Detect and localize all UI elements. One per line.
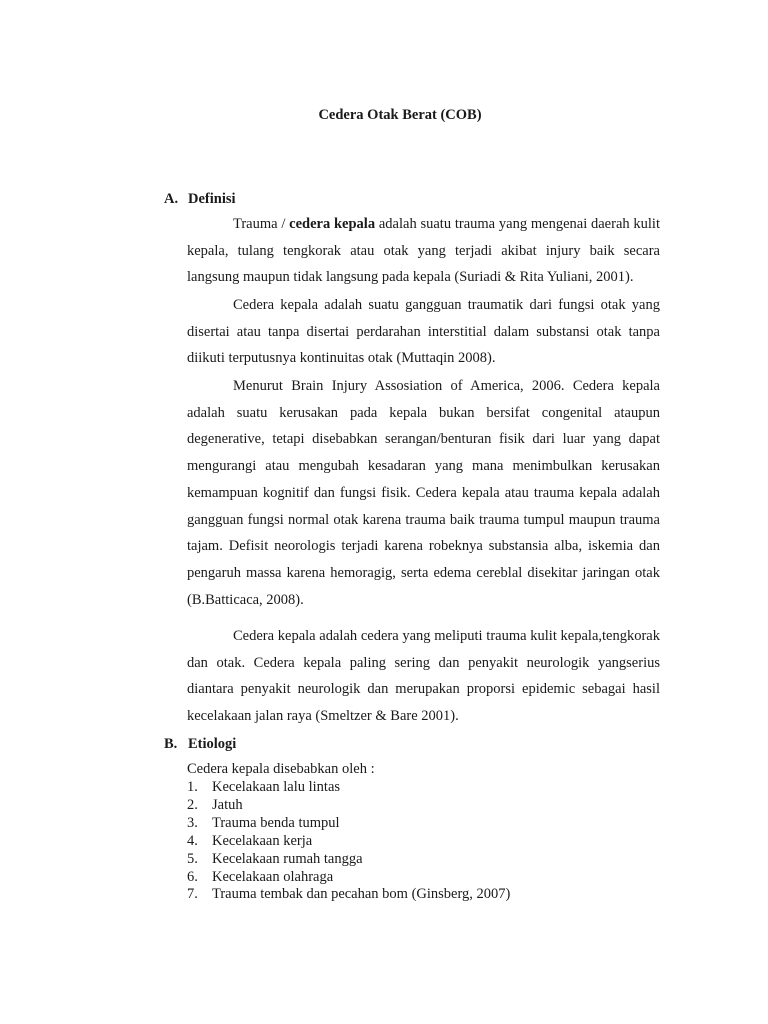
list-item [187, 797, 510, 815]
list-item [187, 815, 510, 833]
list-number: 4. [187, 832, 198, 849]
list-number: 6. [187, 868, 198, 885]
document-title: Cedera Otak Berat (COB) [318, 107, 482, 123]
list-number: 7. [187, 886, 198, 903]
section-b-letter: B. [164, 736, 178, 752]
section-a-letter: A. [164, 191, 179, 207]
paragraph-1-start: Trauma / [233, 216, 290, 232]
paragraph-3: Menurut Brain Injury Assosiation of America, 2006. Cedera kepala adalah suatu kerusakan pada kepala bukan bersifat congenital ataupun degenerative, tetapi disebabkan serangan/benturan fisik dari luar yang dapat mengurangi atau mengubah kesadaran yang mana menimbulkan kerusakan kemampuan kognitif dan fungsi fisik. Cedera kepala atau trauma kepala adalah gangguan fungsi normal otak karena trauma baik trauma tumpul maupun trauma tajam. Defisit neorologis terjadi karena robeknya substansia alba, iskemia dan pengaruh massa karena hemoragig, serta edema cereblal disekitar jaringan otak (B.Batticaca, 2008). [187, 378, 660, 608]
list-item [187, 833, 510, 851]
paragraph-1 [187, 211, 660, 291]
list-number: 5. [187, 850, 198, 867]
section-a-title: Definisi [188, 191, 236, 207]
section-a-heading [164, 191, 236, 208]
etiology-list [187, 779, 510, 904]
section-b-title: Etiologi [188, 736, 237, 752]
paragraph-4: Cedera kepala adalah cedera yang meliputi trauma kulit kepala,tengkorak dan otak. Cedera kepala paling sering dan penyakit neurologik yangserius diantara penyakit neurologik dan merupakan proporsi epidemic sebagai hasil kecelakaan jalan raya (Smeltzer & Bare 2001). [187, 628, 660, 725]
list-text: Kecelakaan rumah tangga [212, 850, 363, 867]
list-text: Trauma benda tumpul [212, 814, 340, 831]
list-item [187, 851, 510, 869]
paragraph-1-keyword: cedera kepala [289, 216, 376, 232]
list-text: Kecelakaan olahraga [212, 868, 334, 885]
list-number: 1. [187, 779, 198, 795]
section-b-heading [164, 736, 236, 753]
list-item [187, 779, 510, 797]
list-text: Jatuh [212, 796, 243, 813]
list-text: Kecelakaan lalu lintas [212, 779, 341, 795]
etiology-intro: Cedera kepala disebabkan oleh : [187, 761, 375, 777]
list-item [187, 886, 510, 904]
list-text: Kecelakaan kerja [212, 832, 313, 849]
list-number: 3. [187, 814, 198, 831]
list-item [187, 869, 510, 887]
list-number: 2. [187, 796, 198, 813]
paragraph-1-rest: adalah suatu trauma yang mengenai daerah kulit kepala, tulang tengkorak atau otak yang terjadi akibat injury baik secara langsung maupun tidak langsung pada kepala (Suriadi & Rita Yuliani, 2001). [187, 216, 660, 286]
paragraph-2: Cedera kepala adalah suatu gangguan traumatik dari fungsi otak yang disertai atau tanpa disertai perdarahan interstitial dalam substansi otak tanpa diikuti terputusnya kontinuitas otak (Muttaqin 2008). [187, 297, 660, 367]
list-text: Trauma tembak dan pecahan bom (Ginsberg, 2007) [212, 886, 511, 903]
